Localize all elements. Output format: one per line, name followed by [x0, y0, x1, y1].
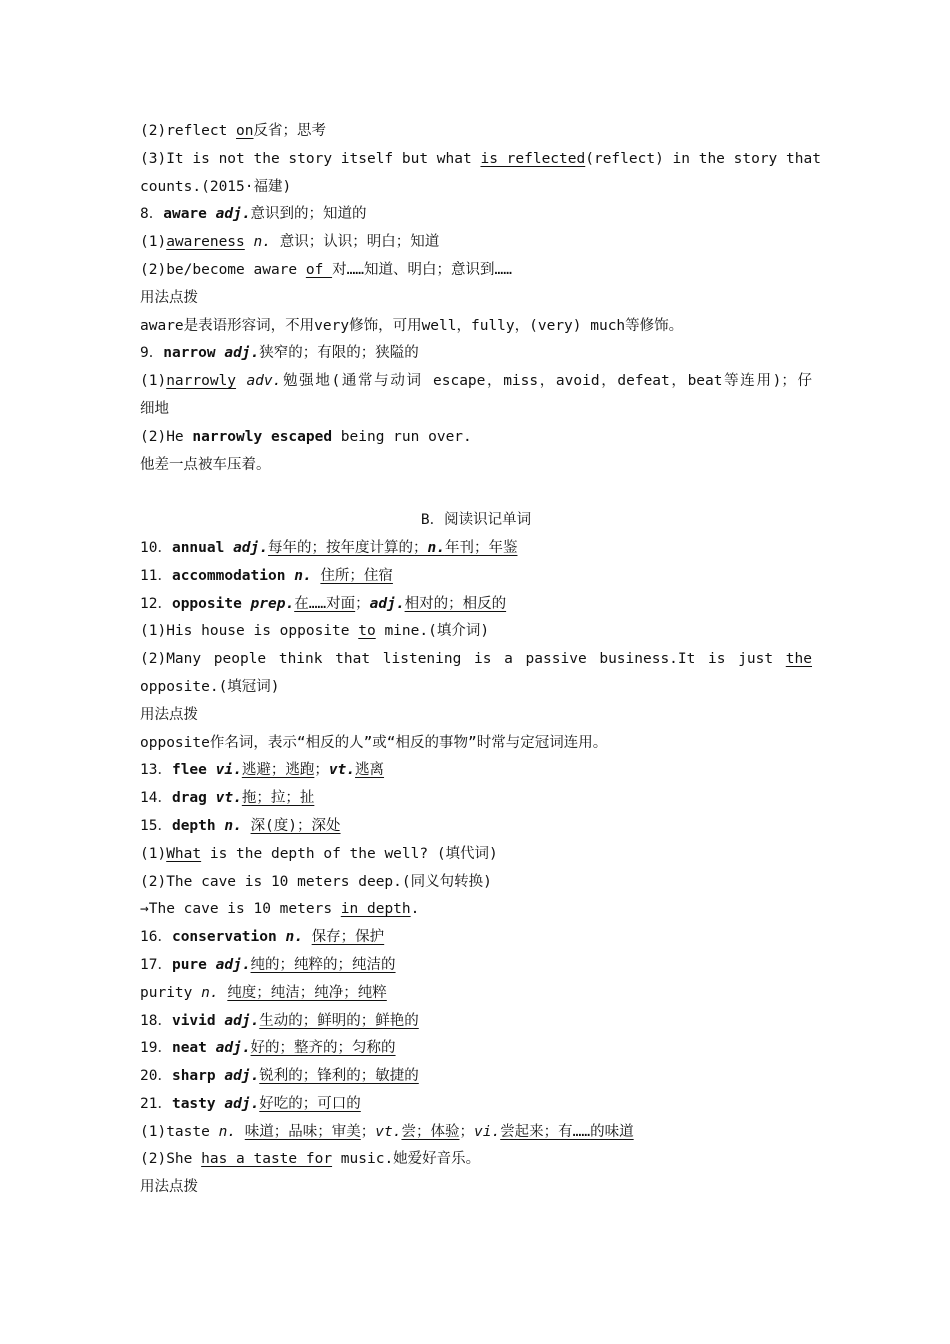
text: being run over. [332, 428, 472, 445]
headword: tasty [171, 1095, 225, 1112]
headword: flee [171, 762, 216, 779]
section-heading-b: B．阅读识记单词 [420, 512, 532, 529]
definition: 勉强地(通常与动词 escape，miss，avoid，defeat，beat等连用)；仔 [281, 373, 812, 390]
answer-blank: 深(度)；深处 [250, 817, 341, 834]
headword: conservation [171, 929, 286, 946]
line-has-a-taste-for [140, 1146, 812, 1174]
text: (2)She [140, 1151, 202, 1168]
part-of-speech: prep. [250, 595, 295, 612]
text: (1)His house is opposite [140, 623, 359, 640]
line-opposite-the-cont: opposite.(填冠词) [140, 678, 280, 695]
headword: depth [171, 817, 225, 834]
definition: 意识到的；知道的 [250, 206, 367, 223]
part-of-speech: adj. [224, 345, 260, 362]
part-of-speech: vt. [328, 762, 356, 779]
answer-blank: 尝；体验 [401, 1123, 460, 1140]
entry-17-pure [140, 952, 812, 980]
line-opposite-to [140, 618, 812, 646]
answer-blank: is reflected [480, 150, 586, 167]
line-depth-rewrite [140, 896, 812, 924]
entry-number: 9． [140, 345, 164, 362]
headword: sharp [171, 1068, 225, 1085]
headword: drag [171, 790, 216, 807]
line-opposite-the [140, 646, 812, 674]
answer-blank: 味道；品味；审美 [244, 1123, 361, 1140]
part-of-speech: adj. [233, 539, 268, 556]
part-of-speech: vt. [215, 790, 242, 807]
part-of-speech: adj. [215, 956, 251, 973]
line-example-reflect-cont: counts.(2015·福建) [140, 178, 292, 195]
answer-blank: 相对的；相反的 [404, 595, 507, 612]
entry-number: 10． [140, 539, 172, 556]
part-of-speech: vt. [375, 1123, 402, 1140]
entry-number: 13． [140, 762, 172, 779]
answer-blank: in depth [340, 901, 411, 918]
answer-blank: to [358, 623, 376, 640]
headword: aware [163, 206, 216, 223]
text: . [410, 901, 420, 918]
part-of-speech: adj. [224, 1012, 260, 1029]
entry-8-aware [140, 201, 812, 229]
answer-blank: the [785, 651, 812, 668]
usage-note-heading: 用法点拨 [140, 706, 198, 723]
part-of-speech: adj. [224, 1068, 260, 1085]
part-of-speech: n. [201, 984, 219, 1001]
entry-15-depth [140, 813, 812, 841]
line-narrowly-cont: 细地 [140, 400, 169, 417]
text: (1) [140, 234, 167, 251]
headword: accommodation [171, 567, 295, 584]
text: →The cave is 10 meters [140, 901, 341, 918]
part-of-speech: n. [253, 234, 271, 251]
text: (3)It is not the story itself but what [140, 150, 481, 167]
answer-blank: 好吃的；可口的 [259, 1095, 361, 1112]
answer-blank: 每年的；按年度计算的 [268, 539, 413, 556]
entry-20-sharp [140, 1063, 812, 1091]
part-of-speech: adj. [224, 1095, 260, 1112]
answer-blank: 逃离 [355, 762, 385, 779]
entry-9-narrow [140, 340, 812, 368]
entry-number: 8． [140, 206, 164, 223]
answer-blank: 生动的；鲜明的；鲜艳的 [259, 1012, 419, 1029]
usage-note-heading: 用法点拨 [140, 289, 198, 306]
answer-blank: 好的；整齐的；匀称的 [250, 1040, 396, 1057]
part-of-speech: adj. [215, 1040, 251, 1057]
entry-18-vivid [140, 1008, 812, 1036]
line-awareness [140, 229, 812, 257]
part-of-speech: adj. [369, 595, 405, 612]
usage-note: aware是表语形容词，不用very修饰，可用well，fully，(very) much等修饰。 [140, 317, 684, 334]
headword: narrow [163, 345, 225, 362]
entry-number: 12． [140, 595, 172, 612]
text: (2)He [140, 428, 193, 445]
entry-16-conservation [140, 924, 812, 952]
text: purity [140, 984, 202, 1001]
line-narrowly-example [140, 424, 812, 452]
headword: neat [171, 1040, 216, 1057]
answer-blank: What [166, 845, 202, 862]
headword: opposite [171, 595, 251, 612]
part-of-speech: vi. [215, 762, 242, 779]
entry-10-annual: 10．annual adj.每年的；按年度计算的；n.年刊；年鉴 [140, 539, 518, 556]
answer-blank: 锐利的；锋利的；敏捷的 [259, 1068, 419, 1085]
headword: annual [171, 539, 234, 556]
entry-number: 21． [140, 1095, 172, 1112]
answer-blank: 拖；拉；扯 [241, 790, 315, 807]
definition: 狭窄的；有限的；狭隘的 [259, 345, 419, 362]
answer-blank: has a taste for [201, 1151, 333, 1168]
entry-number: 15． [140, 817, 172, 834]
part-of-speech: n. [427, 539, 445, 556]
text: (reflect) in the story that [585, 150, 821, 167]
line-taste: (1)taste n. 味道；品味；审美；vt.尝；体验；vi.尝起来；有……的味道 [140, 1123, 634, 1140]
answer-blank: on [236, 123, 254, 139]
text: (2)be/become aware [140, 261, 306, 278]
text: (1)taste [140, 1123, 219, 1140]
part-of-speech: n. [224, 817, 242, 834]
answer-blank: 在……对面 [294, 595, 356, 612]
entry-number: 20． [140, 1068, 172, 1085]
part-of-speech: adv. [246, 373, 282, 390]
part-of-speech: n. [218, 1123, 237, 1140]
part-of-speech: vi. [473, 1123, 501, 1140]
text: music.她爱好音乐。 [332, 1151, 481, 1168]
answer-blank: 逃避；逃跑 [241, 762, 315, 779]
text: (2)Many people think that listening is a passive business.It is just [140, 651, 786, 668]
entry-number: 18． [140, 1012, 172, 1029]
entry-number: 17． [140, 956, 172, 973]
translation: 他差一点被车压着。 [140, 456, 271, 473]
answer-blank: 纯度；纯洁；纯净；纯粹 [227, 984, 387, 1001]
part-of-speech: n. [294, 567, 312, 584]
line-purity [140, 980, 812, 1008]
answer-blank: 纯的；纯粹的；纯洁的 [250, 956, 396, 973]
headword: vivid [171, 1012, 225, 1029]
answer-blank: 尝起来；有……的味道 [500, 1123, 634, 1140]
usage-note-heading: 用法点拨 [140, 1179, 198, 1196]
text: (1) [140, 845, 167, 862]
entry-13-flee: 13．flee vi.逃避；逃跑；vt.逃离 [140, 762, 385, 779]
line-reflect-on [140, 118, 812, 146]
line-depth-what [140, 841, 812, 869]
answer-blank: narrowly [166, 373, 237, 390]
entry-number: 16． [140, 929, 172, 946]
text: 反省；思考 [253, 123, 326, 139]
headword: pure [171, 956, 216, 973]
usage-note: opposite作名词，表示“相反的人”或“相反的事物”时常与定冠词连用。 [140, 734, 608, 751]
answer-blank: 住所；住宿 [320, 567, 393, 584]
entry-number: 11． [140, 567, 172, 584]
answer-blank: of [305, 261, 333, 278]
line-narrowly [140, 368, 812, 396]
answer-blank: awareness [166, 234, 245, 251]
entry-14-drag [140, 785, 812, 813]
part-of-speech: n. [285, 929, 303, 946]
text: 对……知道、明白；意识到…… [332, 261, 512, 278]
definition: 意识；认识；明白；知道 [270, 234, 440, 251]
entry-12-opposite: 12．opposite prep.在……对面；adj.相对的；相反的 [140, 595, 507, 612]
entry-21-tasty [140, 1091, 812, 1119]
answer-blank: 保存；保护 [311, 929, 385, 946]
line-depth-deep: (2)The cave is 10 meters deep.(同义句转换) [140, 873, 492, 890]
entry-11-accommodation [140, 563, 812, 591]
text: mine.(填介词) [375, 623, 490, 640]
entry-number: 14． [140, 790, 172, 807]
text: is the depth of the well? (填代词) [201, 845, 498, 862]
text: (1) [140, 373, 167, 390]
line-aware-of [140, 257, 812, 285]
document-page [140, 118, 821, 1202]
text: (2)reflect [140, 123, 237, 139]
part-of-speech: adj. [215, 206, 251, 223]
entry-number: 19． [140, 1040, 172, 1057]
line-example-reflect [140, 146, 821, 174]
entry-19-neat [140, 1035, 812, 1063]
highlight: narrowly escaped [192, 428, 333, 445]
answer-blank: 年刊；年鉴 [444, 539, 518, 556]
